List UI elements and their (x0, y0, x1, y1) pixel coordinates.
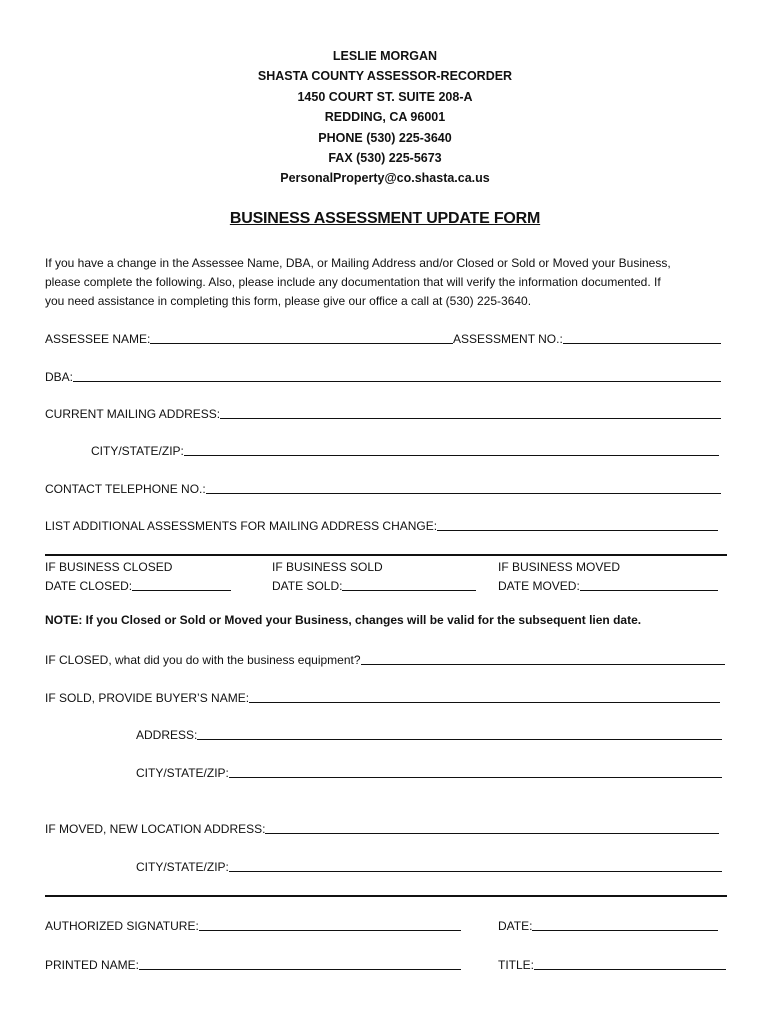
office-street: 1450 COURT ST. SUITE 208-A (297, 89, 473, 104)
assessment-no-field[interactable] (453, 330, 721, 346)
date-moved-field[interactable] (498, 577, 718, 593)
mailing-city-field[interactable] (91, 442, 719, 458)
additional-assessments-label: LIST ADDITIONAL ASSESSMENTS FOR MAILING ADDRESS CHANGE: (45, 519, 438, 533)
new-location-label: IF MOVED, NEW LOCATION ADDRESS: (45, 822, 266, 836)
printed-name-label: PRINTED NAME: (45, 958, 140, 972)
mailing-city-line[interactable] (184, 443, 719, 456)
mailing-address-label: CURRENT MAILING ADDRESS: (45, 407, 221, 421)
section-divider (45, 554, 727, 556)
buyer-address-line[interactable] (197, 727, 722, 740)
sold-column (272, 558, 383, 577)
closed-column (45, 558, 172, 577)
buyer-city-line[interactable] (229, 765, 722, 778)
authorized-signature-line[interactable] (199, 918, 461, 931)
assessee-name-label: ASSESSEE NAME: (45, 332, 151, 346)
date-closed-line[interactable] (132, 578, 231, 591)
buyer-city-field[interactable] (136, 764, 722, 780)
signature-date-label: DATE: (498, 919, 533, 933)
contact-phone-field[interactable] (45, 480, 721, 496)
buyer-city-label: CITY/STATE/ZIP: (136, 766, 229, 780)
intro-line: you need assistance in completing this form, please give our office a call at (530) 225-3640. (45, 294, 532, 308)
office-fax: FAX (530) 225-5673 (328, 151, 442, 166)
authorized-signature-label: AUTHORIZED SIGNATURE: (45, 919, 199, 933)
date-closed-label: DATE CLOSED: (45, 579, 133, 593)
additional-assessments-field[interactable] (45, 517, 718, 533)
date-moved-line[interactable] (580, 578, 718, 591)
office-city: REDDING, CA 96001 (324, 110, 446, 125)
signature-divider (45, 895, 727, 897)
title-label: TITLE: (498, 958, 535, 972)
date-moved-label: DATE MOVED: (498, 579, 580, 593)
date-sold-field[interactable] (272, 577, 476, 593)
office-header (0, 46, 770, 189)
new-city-label: CITY/STATE/ZIP: (136, 860, 229, 874)
form-title: BUSINESS ASSESSMENT UPDATE FORM (229, 210, 541, 227)
assessment-no-line[interactable] (563, 331, 721, 344)
buyer-name-line[interactable] (249, 690, 720, 703)
assessor-name: LESLIE MORGAN (332, 49, 438, 63)
office-phone: PHONE (530) 225-3640 (318, 130, 452, 145)
closed-heading: IF BUSINESS CLOSED (45, 560, 173, 574)
mailing-address-line[interactable] (220, 406, 721, 419)
contact-phone-label: CONTACT TELEPHONE NO.: (45, 482, 206, 496)
date-sold-line[interactable] (342, 578, 476, 591)
signature-date-field[interactable] (498, 917, 718, 933)
new-location-line[interactable] (265, 821, 719, 834)
assessee-name-line[interactable] (150, 331, 453, 344)
mailing-address-field[interactable] (45, 405, 721, 421)
contact-phone-line[interactable] (206, 481, 721, 494)
office-name: SHASTA COUNTY ASSESSOR-RECORDER (257, 69, 513, 84)
buyer-address-label: ADDRESS: (136, 728, 198, 742)
new-city-line[interactable] (229, 859, 722, 872)
dba-line[interactable] (73, 369, 721, 382)
intro-line: please complete the following. Also, please include any documentation that will verify the information documented. If (45, 275, 661, 289)
new-location-field[interactable] (45, 820, 719, 836)
date-closed-field[interactable] (45, 577, 231, 593)
additional-assessments-line[interactable] (437, 518, 718, 531)
moved-heading: IF BUSINESS MOVED (498, 560, 621, 574)
new-city-field[interactable] (136, 858, 722, 874)
title-line[interactable] (534, 957, 726, 970)
dba-label: DBA: (45, 370, 74, 384)
assessment-no-label: ASSESSMENT NO.: (453, 332, 563, 346)
intro-paragraph (45, 254, 735, 311)
lien-date-note: NOTE: If you Closed or Sold or Moved your Business, changes will be valid for the subsequent lien date. (45, 613, 642, 627)
moved-column (498, 558, 620, 577)
office-email: PersonalProperty@co.shasta.ca.us (280, 171, 490, 186)
authorized-signature-field[interactable] (45, 917, 461, 933)
printed-name-field[interactable] (45, 956, 461, 972)
closed-equipment-label: IF CLOSED, what did you do with the business equipment? (45, 653, 361, 667)
title-field[interactable] (498, 956, 726, 972)
sold-heading: IF BUSINESS SOLD (272, 560, 383, 574)
buyer-name-field[interactable] (45, 689, 720, 705)
signature-date-line[interactable] (532, 918, 718, 931)
assessee-name-field[interactable] (45, 330, 453, 346)
buyer-address-field[interactable] (136, 726, 722, 742)
closed-equipment-line[interactable] (361, 652, 725, 665)
printed-name-line[interactable] (139, 957, 461, 970)
mailing-city-label: CITY/STATE/ZIP: (91, 444, 184, 458)
date-sold-label: DATE SOLD: (272, 579, 343, 593)
buyer-name-label: IF SOLD, PROVIDE BUYER’S NAME: (45, 691, 250, 705)
intro-line: If you have a change in the Assessee Name, DBA, or Mailing Address and/or Closed or Sold or Moved your Business, (45, 256, 671, 270)
dba-field[interactable] (45, 368, 721, 384)
closed-equipment-field[interactable] (45, 651, 725, 667)
